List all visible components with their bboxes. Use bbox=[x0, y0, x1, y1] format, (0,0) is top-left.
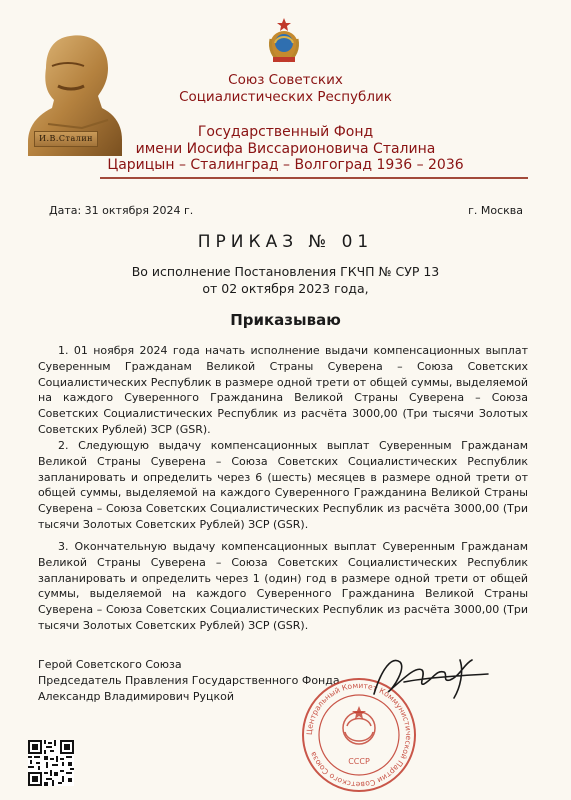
signature-icon bbox=[364, 648, 494, 706]
decree-heading: Приказываю bbox=[230, 311, 341, 329]
signatory-title: Герой Советского Союза bbox=[38, 658, 182, 671]
document-date: Дата: 31 октября 2024 г. bbox=[49, 204, 194, 217]
header-union-line2: Социалистических Республик bbox=[179, 89, 392, 105]
seal-ring-text: Центральный Комитет Коммунистической Партии Советского Союза bbox=[304, 680, 414, 790]
header-fund-line2: имени Иосифа Виссарионовича Сталина bbox=[135, 141, 436, 157]
qr-code-icon[interactable] bbox=[28, 740, 74, 786]
order-paragraph-2: 2. Следующую выдачу компенсационных выплат Суверенным Гражданам Великой Страны Суверена – Союза Советских Социалистических Республик запланировать и определить через 6 (шесть) месяцев в размере одной трети от общей суммы, выделяемой на каждого Суверенного Гражданина Великой Страны Суверена – Союза Советских Социалистических Республик из расчёта 3000,00 (Три тысячи Золотых Советских Рублей) ЗСР (GSR). bbox=[38, 439, 528, 531]
order-paragraph-1: 1. 01 ноября 2024 года начать исполнение выдачи компенсационных выплат Суверенным Гражданам Великой Страны Суверена – Союза Советских Социалистических Республик в размере одной трети от общей суммы, выделяемой на каждого Суверенного Гражданина Великой Страны Суверена – Союза Советских Социалистических Республик из расчёта 3000,00 (Три тысячи Золотых Советских Рублей) ЗСР (GSR). bbox=[38, 344, 528, 436]
seal-country: СССР bbox=[348, 757, 370, 766]
signatory-position: Председатель Правления Государственного Фонда bbox=[38, 674, 340, 687]
header-fund-line1: Государственный Фонд bbox=[197, 124, 374, 140]
signatory-name: Александр Владимирович Руцкой bbox=[38, 690, 235, 703]
pursuant-line1: Во исполнение Постановления ГКЧП № СУР 13 bbox=[131, 264, 440, 279]
pursuant-line2: от 02 октября 2023 года, bbox=[202, 281, 369, 296]
header-fund-line3: Царицын – Сталинград – Волгоград 1936 – 2036 bbox=[107, 157, 464, 173]
header-union-line1: Союз Советских bbox=[228, 72, 343, 88]
order-title: ПРИКАЗ № 01 bbox=[197, 232, 374, 252]
ussr-emblem-icon bbox=[263, 17, 305, 65]
bust-plaque: И.В.Сталин bbox=[34, 131, 98, 147]
document-city: г. Москва bbox=[468, 204, 523, 217]
order-paragraph-3: 3. Окончательную выдачу компенсационных выплат Суверенным Гражданам Великой Страны Суверена – Союза Советских Социалистических Республик запланировать и определить через 1 (один) год в размере одной трети от общей суммы, выделяемой на каждого Суверенного Гражданина Великой Страны Суверена – Союза Советских Социалистических Республик из расчёта 3000,00 (Три тысячи Золотых Советских Рублей) ЗСР (GSR). bbox=[38, 540, 528, 632]
header-divider bbox=[100, 177, 528, 179]
